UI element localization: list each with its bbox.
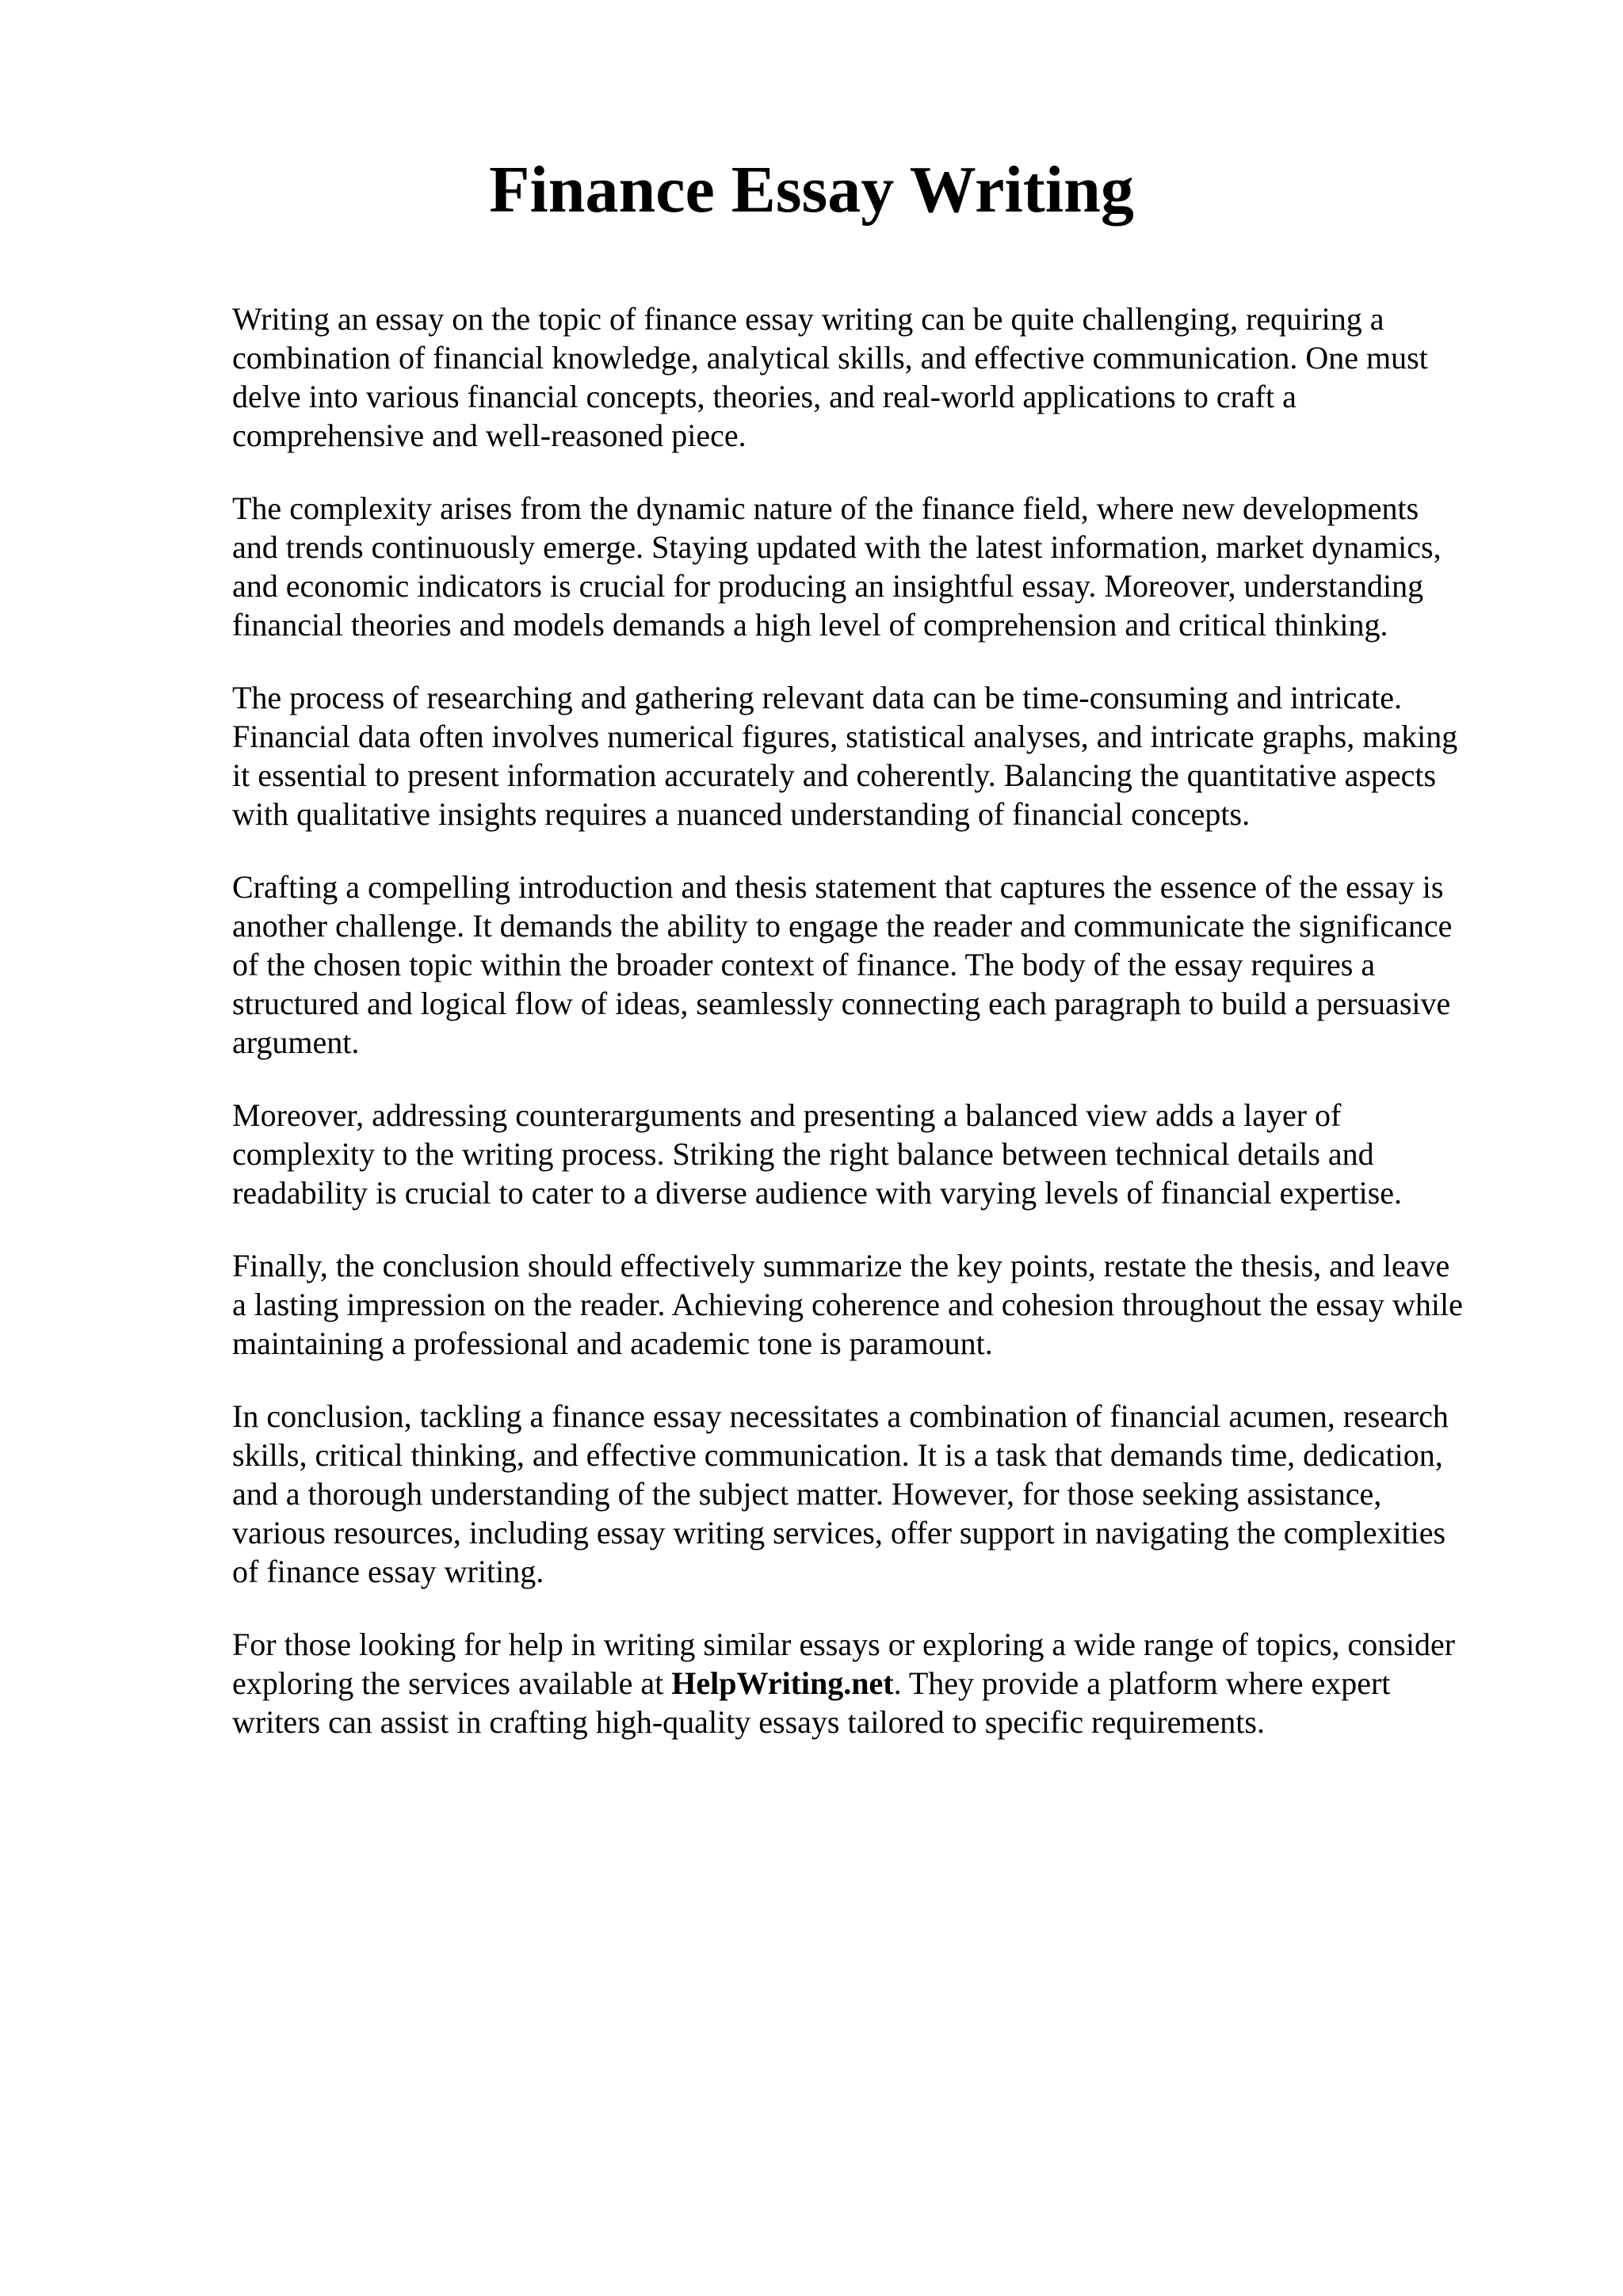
- page-title: Finance Essay Writing: [489, 153, 1134, 227]
- text-line: readability is crucial to cater to a diverse audience with varying levels of financial expertise.: [232, 1175, 1403, 1211]
- text-line: writers can assist in crafting high-quality essays tailored to specific requirements.: [232, 1704, 1265, 1740]
- text-line: For those looking for help in writing similar essays or exploring a wide range of topics, consider: [232, 1627, 1456, 1662]
- text-line: Crafting a compelling introduction and thesis statement that captures the essence of the essay is: [232, 869, 1444, 905]
- helpwriting-link-text: HelpWriting.net: [671, 1665, 894, 1701]
- text-line: various resources, including essay writing services, offer support in navigating the complexities: [232, 1515, 1446, 1550]
- text-line: of the chosen topic within the broader context of finance. The body of the essay requires a: [232, 947, 1376, 982]
- text-line: it essential to present information accurately and coherently. Balancing the quantitative aspects: [232, 757, 1437, 793]
- paragraph-3: [232, 678, 1532, 833]
- closing-paragraph: [232, 1625, 1532, 1741]
- text-line: argument.: [232, 1024, 360, 1060]
- text-line: maintaining a professional and academic tone is paramount.: [232, 1325, 993, 1361]
- paragraph-2: [232, 489, 1532, 644]
- text-line: financial theories and models demands a high level of comprehension and critical thinking.: [232, 607, 1388, 643]
- text-line: skills, critical thinking, and effective communication. It is a task that demands time, dedication,: [232, 1437, 1443, 1473]
- paragraph-7: [232, 1397, 1532, 1591]
- paragraph-5: [232, 1096, 1532, 1212]
- text-line: combination of financial knowledge, analytical skills, and effective communication. One must: [232, 340, 1428, 376]
- text-segment: exploring the services available at: [232, 1665, 672, 1701]
- text-line: The process of researching and gathering relevant data can be time-consuming and intricate.: [232, 680, 1403, 715]
- text-line: Moreover, addressing counterarguments and presenting a balanced view adds a layer of: [232, 1097, 1342, 1133]
- paragraph-4: [232, 868, 1532, 1062]
- text-line: and trends continuously emerge. Staying updated with the latest information, market dynamics,: [232, 529, 1442, 565]
- paragraph-6: [232, 1246, 1532, 1363]
- text-line: The complexity arises from the dynamic nature of the finance field, where new developments: [232, 490, 1419, 526]
- text-line: Finally, the conclusion should effectively summarize the key points, restate the thesis, and leave: [232, 1248, 1450, 1283]
- text-line: Writing an essay on the topic of finance essay writing can be quite challenging, requiring a: [232, 301, 1384, 337]
- text-line: and economic indicators is crucial for producing an insightful essay. Moreover, understanding: [232, 568, 1424, 604]
- text-line: with qualitative insights requires a nuanced understanding of financial concepts.: [232, 796, 1251, 832]
- text-line: a lasting impression on the reader. Achieving coherence and cohesion throughout the essay while: [232, 1287, 1463, 1322]
- text-line: structured and logical flow of ideas, seamlessly connecting each paragraph to build a persuasive: [232, 986, 1451, 1021]
- text-segment: . They provide a platform where expert: [893, 1665, 1391, 1701]
- text-line: and a thorough understanding of the subject matter. However, for those seeking assistance,: [232, 1476, 1382, 1512]
- text-line: In conclusion, tackling a finance essay necessitates a combination of financial acumen, research: [232, 1398, 1449, 1434]
- text-line: another challenge. It demands the ability to engage the reader and communicate the significance: [232, 908, 1453, 944]
- essay-body: [232, 299, 1532, 1775]
- text-line: [232, 1664, 1532, 1703]
- text-line: comprehensive and well-reasoned piece.: [232, 418, 747, 453]
- text-line: delve into various financial concepts, theories, and real-world applications to craft a: [232, 379, 1296, 414]
- text-line: complexity to the writing process. Striking the right balance between technical details and: [232, 1136, 1374, 1172]
- text-line: of finance essay writing.: [232, 1554, 544, 1589]
- paragraph-1: [232, 299, 1532, 455]
- text-line: Financial data often involves numerical figures, statistical analyses, and intricate graphs, making: [232, 719, 1458, 754]
